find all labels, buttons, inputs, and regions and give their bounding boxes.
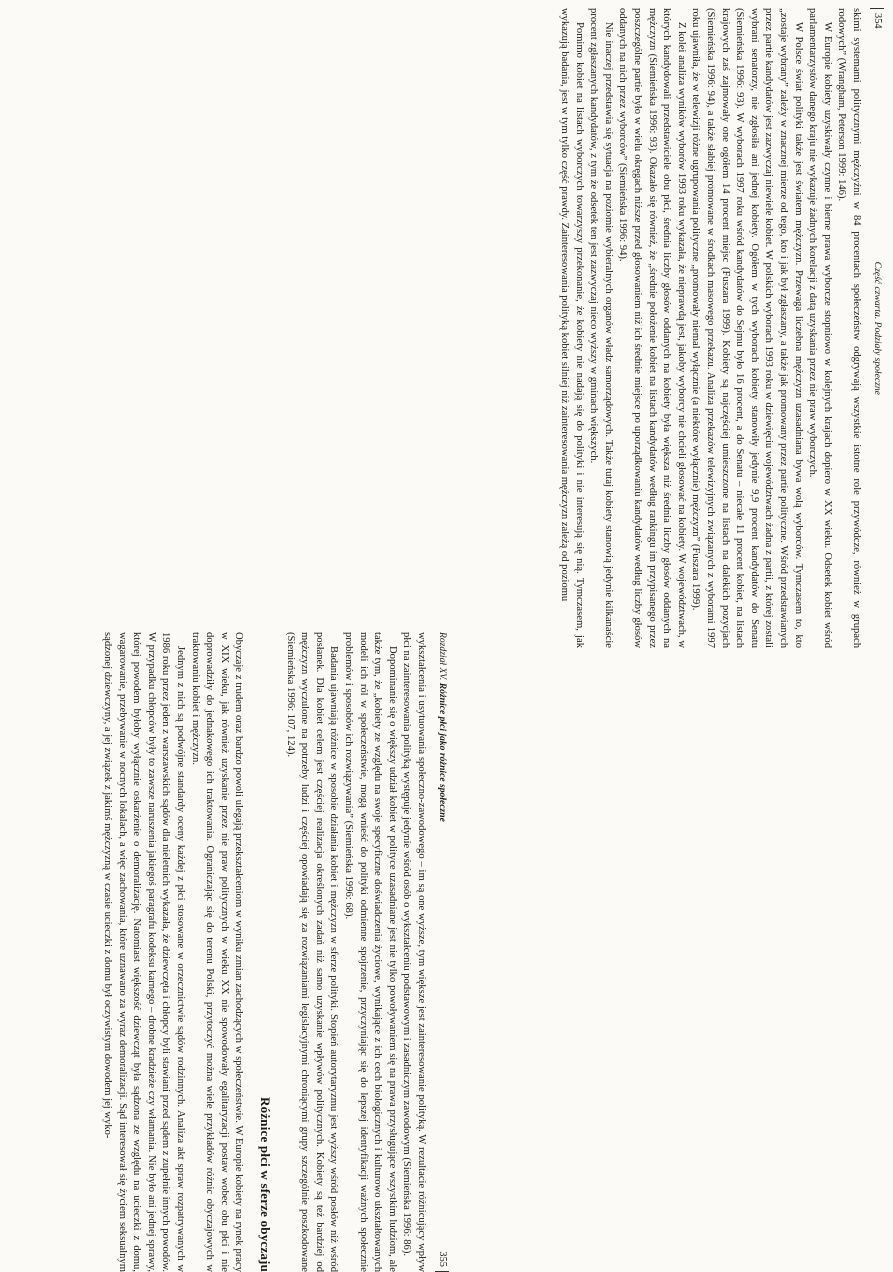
right-paragraph: wykształcenia i usytuowania społeczno-zawodowego – im są one wyższe, tym większe jest zainteresowanie polityką. W rezultacie różnicujący wpływ płci na zainteresowania polityką występuje jedynie wśród osób o wykształceniu podstawowym i zasadniczym zawodowym (Siemieńska 1996: 86).	[401, 632, 427, 1272]
right-running-head-prefix: Rozdział XV.	[437, 632, 449, 681]
right-paragraph: Obyczaje z trudem oraz bardzo powoli ulegają przekształceniom w wyniku zmian zachodzących w społeczeństwie. W Europie kobiety na rynek pracy w XIX wieku, jak również uzyskanie przez nie praw politycznych w wieku XX nie spowodowały egalitaryzacji postaw wobec obu płci i nie doprowadziły do jednakowego ich traktowania. Ograniczając się do terenu Polski, przytoczyć można wiele przykładów różnic obyczajowych w traktowaniu kobiet i mężczyzn.	[189, 632, 245, 1272]
left-paragraph: Pomimo kobiet na listach wyborczych towarzyszy przekonanie, że kobiety nie nadają się do polityki i nie interesują się nią. Tymczasem, jak wykazują badania, jest w tym tylko część prawdy. Zainteresowania polityką kobiet silniej niż zainteresowania mężczyzn zależą od poziomu	[559, 8, 585, 648]
left-paragraph: skimi systemami politycznymi mężczyźni w 84 procentach społeczeństw odgrywają wszystkie istotne role przywódcze, również w grupach rodowych” (Wrangham, Peterson 1999: 146).	[836, 8, 862, 648]
right-page-number: 355	[435, 1247, 450, 1272]
right-running-head-title: Różnice płci jako różnice społeczne	[437, 682, 449, 822]
right-paragraph: Badania ujawniają różnice w sposobie działania kobiet i mężczyzn w sferze polityki. Stopień autorytaryzmu jest wyższy wśród posłów niż wśród posłanek. Dla kobiet celem jest częściej realizacja określonych zadań niż samo uzyskanie wpływów politycznych. Kobiety są też bardziej od mężczyzn wyczulone na potrzeby ludzi i częściej opowiadają się za rozwiązaniami legislacyjnymi chroniącymi grupy szczególnie poszkodowane (Siemieńska 1996: 107, 124).	[284, 632, 340, 1272]
right-page-header	[434, 632, 450, 1272]
left-page-number: 354	[870, 8, 885, 33]
left-running-head: Część czwarta. Podziały społeczne	[872, 261, 884, 395]
right-paragraph: Jednym z nich są podwójne standardy oceny każdej z płci stosowane w orzecznictwie sądów rodzinnych. Analiza akt spraw rozpatrywanych w 1986 roku przez jeden z warszawskich sądów dla nieletnich wykazała, że dziewczęta i chłopcy byli stawiani przed sądem z zupełnie innych powodów. W przypadku chłopców były to zawsze naruszenia jakiegoś paragrafu kodeksu karnego – drobne kradzieże czy włamania. Nie było ani jednej sprawy, której powodem byłoby wyłącznie oskarżenie o demoralizację. Natomiast większość dziewcząt była sądzona ze względu na ucieczki z domu, wagarowanie, przebywanie w nocnych lokalach, a więc zachowania, które uznawano za wyraz demoralizacji. Sąd interesował się życiem seksualnym sądzonej dziewczyny, a jej związek z jakimś mężczyzną w czasie ucieczki z domu był oczywistym dowodem jej wyko-	[102, 632, 187, 1272]
left-paragraph: W Europie kobiety uzyskiwały czynne i bierne prawa wyborcze stopniowo w kolejnych krajach dopiero w XX wieku. Odsetek kobiet wśród parlamentarzystów danego kraju nie wykazuje żadnych korelacji z datą uzyskania przez nie praw wyborczych.	[807, 8, 833, 648]
right-running-head	[435, 632, 450, 822]
right-paragraph: Dopominanie się o większy udział kobiet w polityce uzasadniane jest nie tylko powoływaniem się na prawa przysługujące wszystkim ludziom, ale także tym, że „kobiety ze względu na swoje specyficzne doświadczenia życiowe, wynikające z ich cech biologicznych i kulturowo ukształtowanych modeli ich ról w społeczeństwie, mogą wnieść do polityki odmienne spojrzenie, przyczyniając się do lepszej identyfikacji ważnych społecznie problemów i sposobów ich rozwiązywania” (Siemieńska 1996: 68).	[343, 632, 398, 1272]
left-paragraph: Nie inaczej przedstawia się sytuacja na poziomie wybieralnych organów władz samorządowych. Także tutaj kobiety stanowią jedynie kilkanaście procent zgłaszanych kandydatów, z tym że odsetek ten jest zazwyczaj nieco wyższy w gminach większych.	[588, 8, 614, 648]
section-title: Różnice płci w sferze obyczaju	[258, 1097, 274, 1272]
left-paragraph: Z kolei analiza wyników wyborów 1993 roku wykazała, że nieprawdą jest, jakoby wyborcy nie chcieli głosować na kobiety. W województwach, w których kandydowali przedstawiciele obu płci, średnia liczby głosów oddanych na kobiety była większa niż średnia liczby głosów oddanych na mężczyzn (Siemieńska 1996: 93). Okazało się również, że „średnie położenie kobiet na listach kandydatów według rankingu im przypisanego przez poszczególne partie było w wielu okręgach niższe przed głosowaniem niż ich średnie miejsce po uporządkowaniu kandydatów według liczby głosów oddanych na nich przez wyborców” (Siemieńska 1996: 94).	[617, 8, 687, 648]
left-page-header	[869, 8, 885, 648]
left-page	[445, 8, 885, 648]
left-paragraph: W Polsce świat polityki także jest światem mężczyzn. Przewaga liczebna mężczyzn uzasadniana bywa wolą wyborców. Tymczasem to, kto „zostaje wybrany” zależy w znacznej mierze od tego, kto i jak był zgłaszany, a także jak promowany przez partie polityczne. Wśród przedstawianych przez partie kandydatów jest zazwyczaj niewiele kobiet. W polskich wyborach 1993 roku w dziewięciu województwach żadna z partii, z której zostali wybrani senatorzy, nie zgłosiła ani jednej kobiety. Ogółem w tych wyborach kobiety stanowiły jedynie 9,9 procent kandydatów do Senatu (Siemieńska 1996: 93). W wyborach 1997 roku wśród kandydatów do Sejmu było 16 procent, a do Senatu – niecałe 11 procent kobiet, na listach krajowych zaś zajmowały one ogółem 14 procent miejsc (Fuszara 1999). Kobiety są najczęściej umieszczone na listach na dalekich pozycjach (Siemieńska 1996: 94), a także słabiej promowane w środkach masowego przekazu. Analiza przekazów telewizyjnych związanych z wyborami 1997 roku ujawniła, że w telewizji różne ugrupowania polityczne „promowały niemal wyłącznie (a niektóre wyłącznie) mężczyzn” (Fuszara 1999).	[690, 8, 804, 648]
right-page	[10, 632, 450, 1272]
